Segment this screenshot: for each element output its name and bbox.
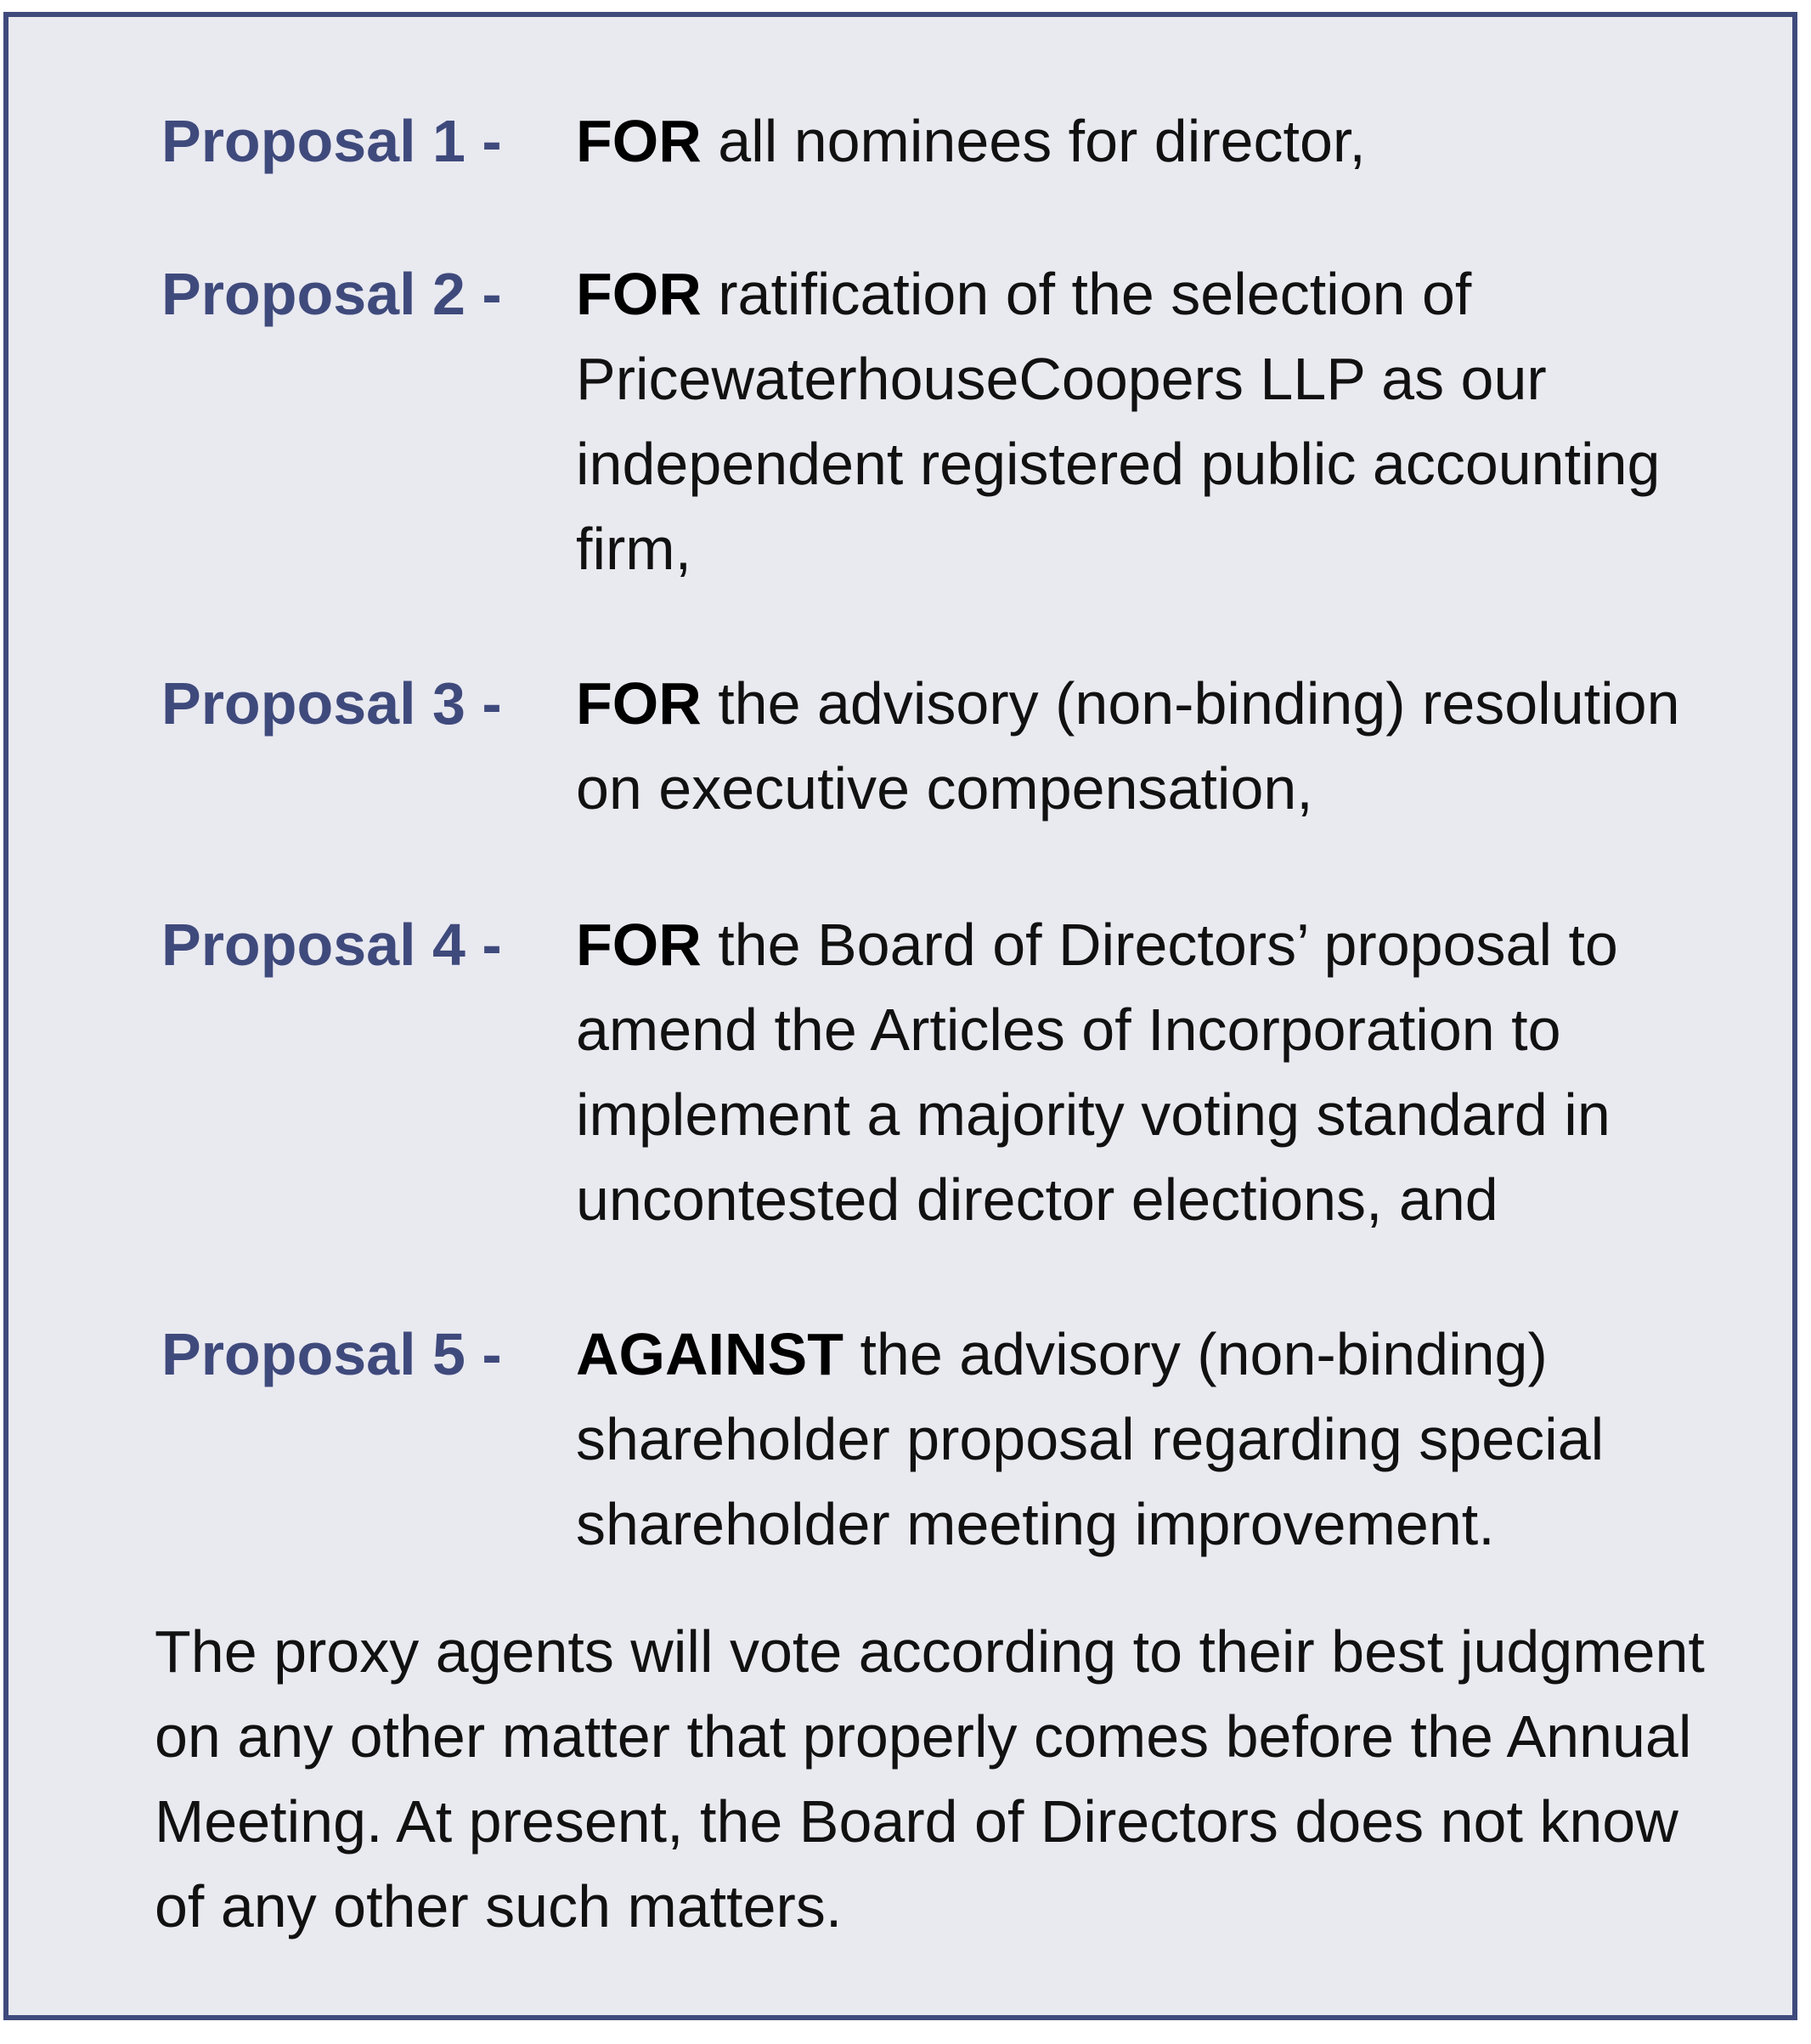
proposal-3-text: the advisory (non-binding) resolution on executive compensation, bbox=[576, 670, 1680, 822]
proposal-3-description bbox=[576, 661, 1740, 831]
proposal-3-vote: FOR bbox=[576, 670, 702, 737]
proposal-1-vote: FOR bbox=[576, 108, 702, 174]
voting-recommendations-box bbox=[3, 12, 1797, 2020]
proposal-4-text: the Board of Directors’ proposal to amend the Articles of Incorporation to implement a majority voting standard in uncontested director elections, and bbox=[576, 912, 1618, 1233]
proposal-2-vote: FOR bbox=[576, 261, 702, 327]
proposal-5-description bbox=[576, 1312, 1740, 1567]
proposal-5-vote: AGAINST bbox=[576, 1321, 843, 1387]
proposal-4-description bbox=[576, 902, 1740, 1242]
proposal-4-label: Proposal 4 - bbox=[161, 912, 502, 978]
proposal-5-text: the advisory (non-binding) shareholder proposal regarding special shareholder meeting improvement. bbox=[576, 1321, 1605, 1557]
proposal-1-text: all nominees for director, bbox=[701, 108, 1366, 174]
proposal-5-label: Proposal 5 - bbox=[161, 1321, 502, 1387]
proxy-agents-note: The proxy agents will vote according to their best judgment on any other matter that properly comes before the Annual Meeting. At present, the Board of Directors does not know of any other such matters. bbox=[155, 1618, 1705, 1940]
proposal-2-description bbox=[576, 251, 1740, 591]
proposal-1-description bbox=[576, 99, 1740, 184]
proposal-3-label: Proposal 3 - bbox=[161, 670, 502, 737]
proposal-2-label: Proposal 2 - bbox=[161, 261, 502, 327]
proposal-1-label: Proposal 1 - bbox=[161, 108, 502, 174]
proposal-4-vote: FOR bbox=[576, 912, 702, 978]
proposal-2-text: ratification of the selection of PricewaterhouseCoopers LLP as our independent registered public accounting firm, bbox=[576, 261, 1661, 582]
